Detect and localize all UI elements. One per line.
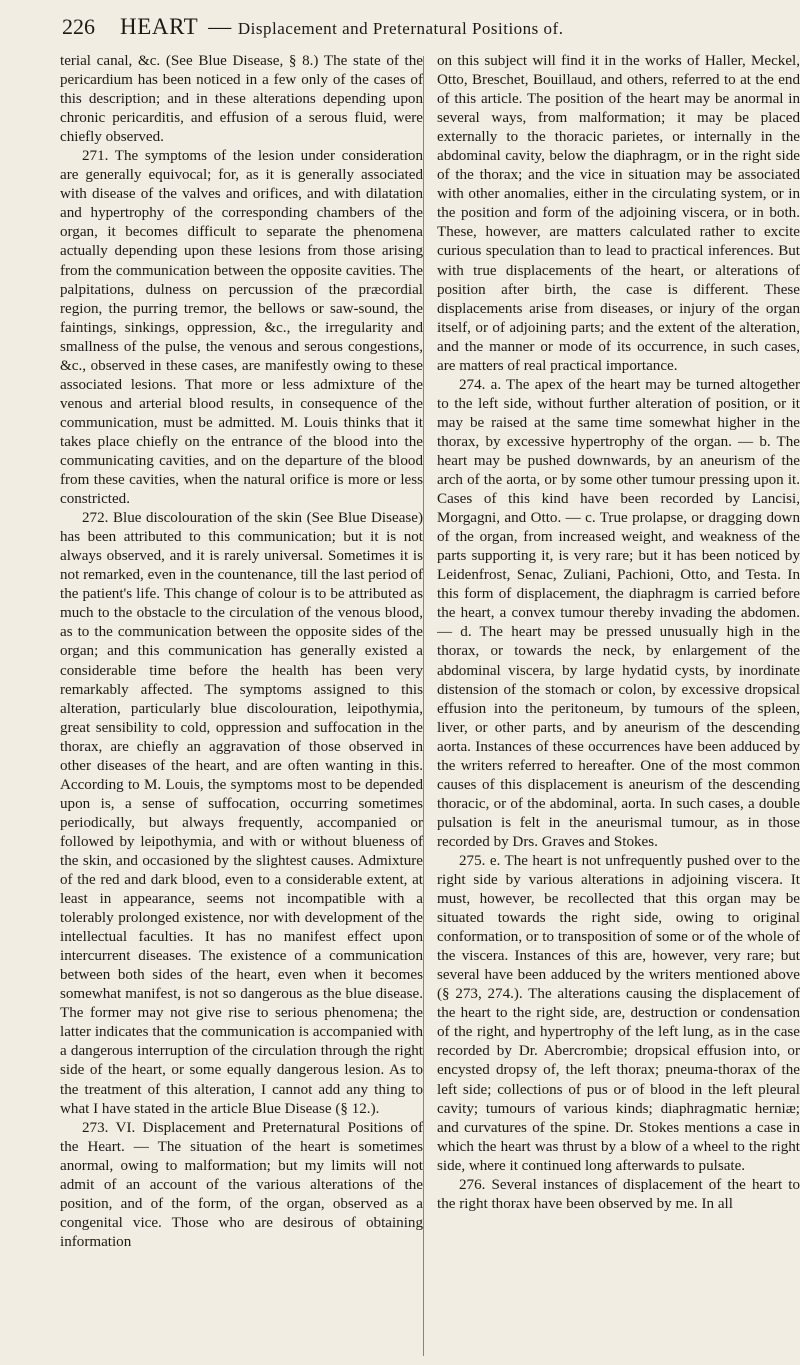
paragraph-273: 273. VI. Displacement and Preternatural Positions of the Heart. — The situation of the heart is sometimes anormal, owing to malformation; but my limits will not admit of an account of the various alterations of the position, and of the form, of the organ, observed as a congenital vice. Those who are desirous of obtaining information	[60, 1119, 423, 1250]
text-columns	[60, 52, 800, 1357]
paragraph-274: 274. a. The apex of the heart may be turned altogether to the left side, without further alteration of position, or it may be raised at the same time somewhat higher in the thorax, by excessive hypertrophy of the organ. — b. The heart may be pushed downwards, by an aneurism of the arch of the aorta, or by some other tumour pressing upon it. Cases of this kind have been recorded by Lancisi, Morgagni, and Otto. — c. True prolapse, or dragging down of the organ, from increased weight, and weakness of the parts supporting it, is very rare; but it has been noticed by Leidenfrost, Senac, Zuliani, Pachioni, Otto, and Testa. In this form of displacement, the diaphragm is carried before the heart, a convex tumour thereby invading the abdomen. — d. The heart may be pressed unusually high in the thorax, or towards the neck, by enlargement of the abdominal viscera, by large hydatid cysts, by inordinate distension of the stomach or colon, by excessive dropsical effusion into the peritoneum, by tumours of the spleen, liver, or other parts, and by aneurism of the descending aorta. Instances of these occurrences have been adduced by the writers referred to hereafter. One of the most common causes of this displacement is aneurism of the descending thoracic, or of the abdominal, aorta. In such cases, a double pulsation is felt in the aneurismal tumour, as in those recorded by Drs. Graves and Stokes.	[437, 376, 800, 850]
running-title	[120, 14, 563, 40]
running-title-main: HEART	[120, 14, 199, 39]
right-column	[437, 52, 800, 1357]
paragraph-275: 275. e. The heart is not unfrequently pushed over to the right side by various alterations in adjoining viscera. It must, however, be recollected that this organ may be situated towards the right side, owing to original conformation, or to transposition of some or of the whole of the viscera. Instances of this are, however, very rare; but several have been adduced by the writers mentioned above (§ 273, 274.). The alterations causing the displacement of the heart to the right side, are, destruction or condensation of the right, and hypertrophy of the left lung, as in the case recorded by Dr. Abercrombie; dropsical effusion into, or encysted dropsy of, the left thorax; pneuma-thorax of the left side; collections of pus or of blood in the left pleural cavity; tumours of various kinds; diaphragmatic herniæ; and curvatures of the spine. Dr. Stokes mentions a case in which the heart was thrust by a blow of a wheel to the right side, where it continued long afterwards to pulsate.	[437, 852, 800, 1174]
page-number: 226	[62, 14, 95, 39]
paragraph-continued: terial canal, &c. (See Blue Disease, § 8.) The state of the pericardium has been noticed in a few only of the cases of this description; and in these alterations depending upon chronic pericarditis, and effusion of a serous fluid, were chiefly observed.	[60, 53, 423, 146]
paragraph-271: 271. The symptoms of the lesion under consideration are generally equivocal; for, as it is generally associated with disease of the valves and orifices, and with dilatation and hypertrophy of the corresponding chambers of the organ, it becomes difficult to separate the phenomena actually depending upon these lesions from those arising from the communication between the opposite cavities. The palpitations, dulness on percussion of the præcordial region, the purring tremor, the bellows or saw-sound, the faintings, sinkings, oppression, &c., the irregularity and smallness of the pulse, the venous and serous congestions, &c., observed in these cases, are manifestly owing to these associated lesions. That more or less admixture of the venous and arterial blood results, in consequence of the communication, must be admitted. M. Louis thinks that it takes place chiefly on the entrance of the blood into the communicating cavities, and on the departure of the blood from these cavities, when the natural orifice is more or less constricted.	[60, 148, 423, 508]
running-title-dash: —	[208, 14, 232, 39]
left-column	[60, 52, 423, 1357]
paragraph-272: 272. Blue discolouration of the skin (See Blue Disease) has been attributed to this communication; but it is not always observed, and it is rarely universal. Sometimes it is not remarked, even in the countenance, till the last period of the patient's life. This change of colour is to be attributed as much to the obstacle to the circulation of the venous blood, as to the communication between the opposite sides of the organ; and this communication has generally existed a considerable time before the health has been very remarkably affected. The symptoms assigned to this alteration, particularly blue discolouration, leipothymia, great sensibility to cold, oppression and suffocation in the thorax, are chiefly an aggravation of those observed in other diseases of the heart, and are often wanting in this. According to M. Louis, the symptoms most to be depended upon is, a sense of suffocation, occurring sometimes periodically, but always frequently, accompanied or followed by leipothymia, and with or without blueness of the skin, and occasioned by the slightest causes. Admixture of the red and dark blood, even to a considerable extent, at least in appearance, seems not incompatible with a tolerably prolonged existence, nor with development of the intellectual faculties. It has no manifest effect upon intercurrent diseases. The existence of a communication between both sides of the heart, even when it becomes somewhat manifest, is not so dangerous as the blue disease. The former may not give rise to serious phenomena; the latter indicates that the communication is accompanied with a dangerous interruption of the circulation through the right side of the heart, or some equally dangerous lesion. As to the treatment of this alteration, I cannot add any thing to what I have stated in the article Blue Disease (§ 12.).	[60, 510, 423, 1117]
running-header	[62, 14, 800, 54]
running-title-rest: Displacement and Preternatural Positions of.	[237, 19, 564, 38]
paragraph-276: 276. Several instances of displacement of the heart to the right thorax have been observed by me. In all	[437, 1176, 800, 1212]
paragraph-continued-right: on this subject will find it in the works of Haller, Meckel, Otto, Breschet, Bouillaud, and others, referred to at the end of this article. The position of the heart may be anormal in several ways, from malformation; it may be placed externally to the thoracic parietes, or internally in the abdominal cavity, below the diaphragm, or in the right side of the thorax; and the vice in situation may be associated with other anomalies, either in the circulating system, or in the position and form of the adjoining viscera, or in both. These, however, are matters calculated rather to excite curious speculation than to lead to practical inferences. But with true displacements of the heart, or alterations of position after birth, the case is different. These displacements arise from diseases, or injury of the organ itself, or of adjoining parts; and the extent of the alteration, and the manner or mode of its occurrence, in such cases, are matters of real practical importance.	[437, 53, 800, 374]
